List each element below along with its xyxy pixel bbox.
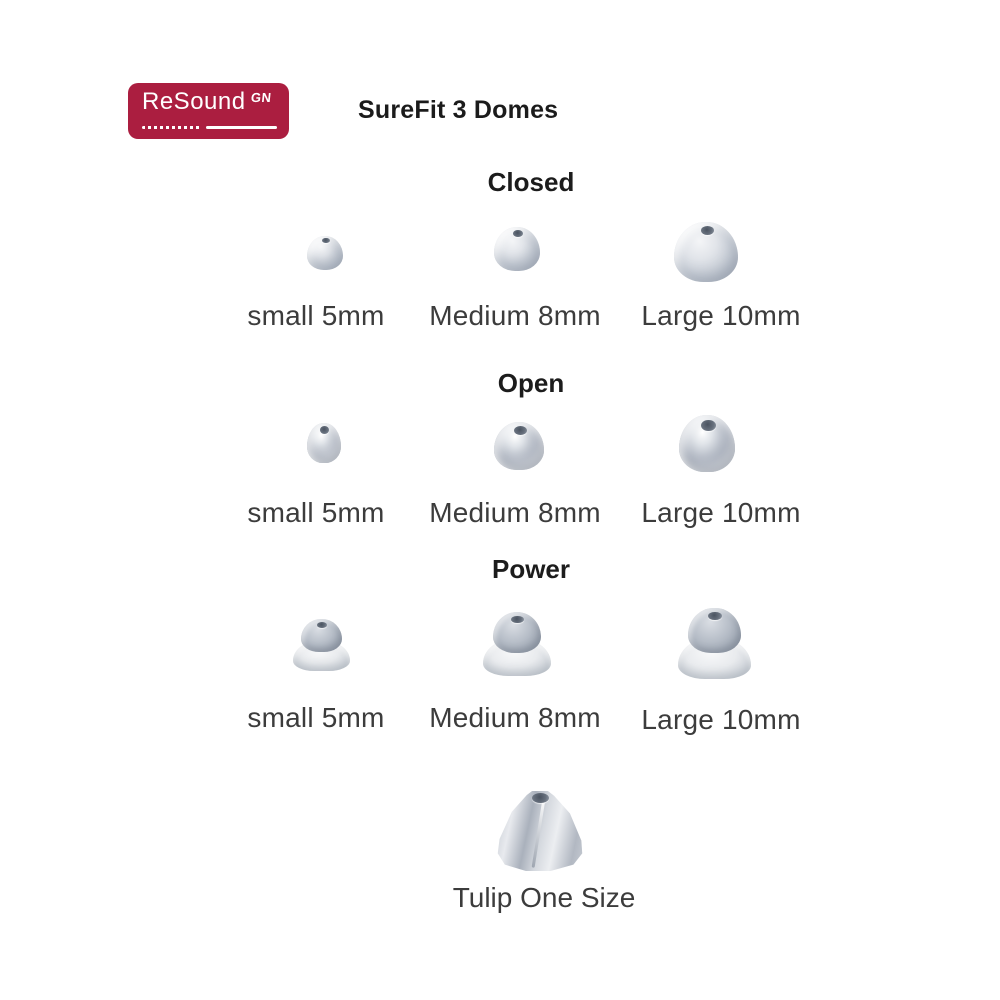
dome-open-large-image [679, 415, 735, 472]
label-closed-medium: Medium 8mm [429, 300, 601, 331]
label-power-large: Large 10mm [641, 704, 801, 735]
gn-mark: GN [249, 90, 272, 105]
label-open-small: small 5mm [247, 497, 385, 528]
dome-vent-hole [511, 616, 524, 623]
resound-logo [128, 83, 289, 139]
label-closed-large: Large 10mm [641, 300, 801, 331]
dome-open-small-image [307, 423, 341, 463]
logo-dotted-line [142, 126, 202, 129]
label-power-small: small 5mm [247, 702, 385, 733]
logo-text-row [142, 90, 277, 114]
resound-wordmark: ReSound [142, 88, 246, 115]
section-heading-power: Power [491, 554, 571, 584]
dome-power-small-image [293, 619, 350, 671]
section-heading-open: Open [497, 368, 565, 398]
dome-vent-hole [708, 612, 722, 620]
logo-underline [142, 125, 277, 129]
dome-closed-small-image [307, 236, 343, 270]
section-heading-closed: Closed [487, 167, 575, 197]
label-tulip: Tulip One Size [452, 882, 636, 913]
page-title: SureFit 3 Domes [358, 96, 559, 124]
dome-cap [301, 619, 342, 652]
dome-opening [701, 420, 716, 431]
logo-solid-line [206, 126, 277, 129]
dome-open-medium-image [494, 422, 544, 470]
dome-power-medium-image [483, 612, 551, 676]
label-open-medium: Medium 8mm [429, 497, 601, 528]
dome-cap [688, 608, 741, 653]
dome-vent-hole [513, 230, 523, 237]
label-open-large: Large 10mm [641, 497, 801, 528]
dome-cap [493, 612, 542, 653]
dome-power-large-image [678, 608, 751, 679]
label-closed-small: small 5mm [247, 300, 385, 331]
dome-closed-large-image [674, 222, 738, 282]
label-power-medium: Medium 8mm [429, 702, 601, 733]
dome-vent-hole [317, 622, 328, 628]
dome-vent-hole [532, 793, 549, 803]
dome-closed-medium-image [494, 227, 540, 271]
dome-tulip-image [496, 791, 584, 871]
